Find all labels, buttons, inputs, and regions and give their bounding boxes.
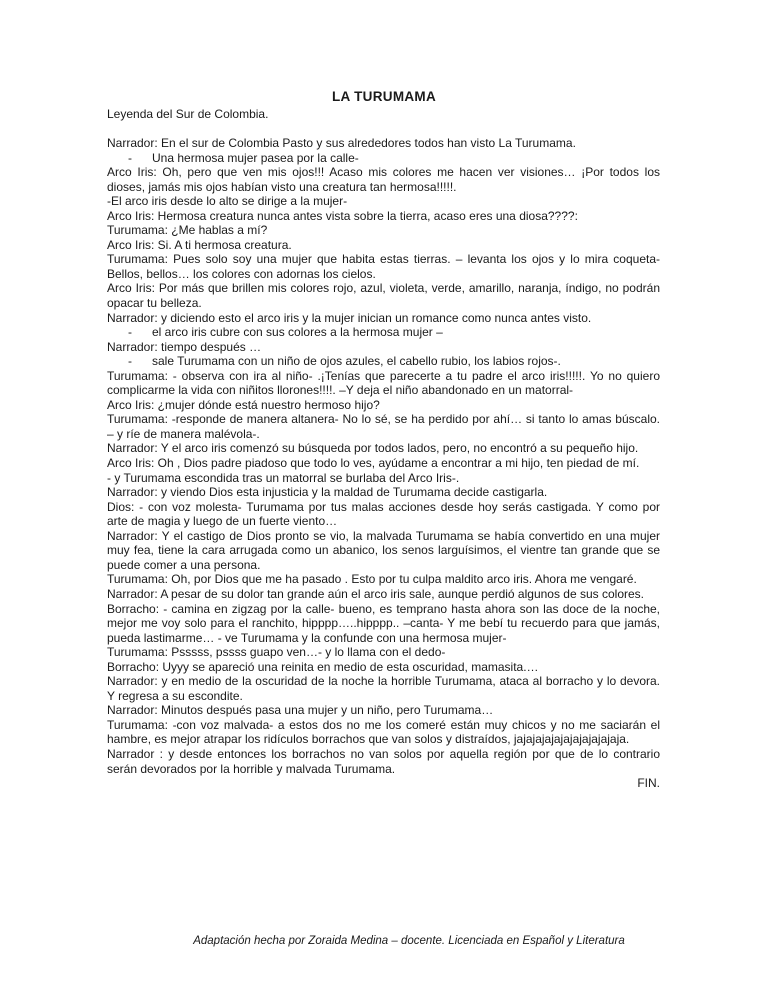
paragraph: Arco Iris: Si. A ti hermosa creatura. [107, 237, 292, 252]
end-mark: FIN. [637, 776, 660, 791]
paragraph: Arco Iris: Hermosa creatura nunca antes vista sobre la tierra, acaso eres una diosa????: [107, 208, 578, 223]
paragraph: -El arco iris desde lo alto se dirige a la mujer- [107, 194, 348, 209]
dash-bullet: - [128, 150, 132, 165]
stage-direction [107, 151, 660, 166]
stage-direction-text: el arco iris cubre con sus colores a la hermosa mujer – [152, 325, 443, 340]
stage-direction [107, 325, 660, 340]
paragraph: Arco Iris: Oh, pero que ven mis ojos!!! Acaso mis colores me hacen ver visiones… ¡Por todos los dioses, jamás mis ojos habían visto una creatura tan hermosa!!!!!. [107, 165, 660, 194]
stage-direction-text: sale Turumama con un niño de ojos azules, el cabello rubio, los labios rojos-. [152, 354, 561, 369]
paragraph: Narrador: Minutos después pasa una mujer y un niño, pero Turumama… [107, 703, 494, 718]
paragraph: Narrador: y viendo Dios esta injusticia y la maldad de Turumama decide castigarla. [107, 485, 548, 500]
paragraph: Narrador: A pesar de su dolor tan grande aún el arco iris sale, aunque perdió algunos de sus colores. [107, 586, 644, 601]
paragraph: - y Turumama escondida tras un matorral se burlaba del Arco Iris-. [107, 470, 460, 485]
dash-bullet: - [128, 325, 132, 340]
paragraph: Narrador: Y el castigo de Dios pronto se vio, la malvada Turumama se había convertido en una mujer muy fea, tiene la cara arrugada como un abanico, los senos larguísimos, el vientre tan grande que se puede comer a una persona. [107, 528, 660, 572]
stage-direction-text: Una hermosa mujer pasea por la calle- [152, 150, 359, 165]
paragraph: Arco Iris: Oh , Dios padre piadoso que todo lo ves, ayúdame a encontrar a mi hijo, ten piedad de mí. [107, 456, 640, 471]
paragraph: Turumama: -responde de manera altanera- No lo sé, se ha perdido por ahí… si tanto lo amas búscalo. – y ríe de manera malévola-. [107, 412, 660, 441]
paragraph: Narrador: tiempo después … [107, 339, 262, 354]
paragraph: Arco Iris: Por más que brillen mis colores rojo, azul, violeta, verde, amarillo, naranja, índigo, no podrán opacar tu belleza. [107, 281, 660, 311]
paragraph: Narrador: Y el arco iris comenzó su búsqueda por todos lados, pero, no encontró a su pequeño hijo. [107, 441, 639, 456]
paragraph: Arco Iris: ¿mujer dónde está nuestro hermoso hijo? [107, 397, 380, 412]
paragraph: Turumama: Psssss, pssss guapo ven…- y lo llama con el dedo- [107, 645, 446, 660]
paragraph: Turumama: ¿Me hablas a mí? [107, 223, 268, 238]
paragraph: Dios: - con voz molesta- Turumama por tus malas acciones desde hoy serás castigada. Y como por arte de magia y luego de un fuerte viento… [107, 499, 660, 529]
paragraph: Narrador : y desde entonces los borrachos no van solos por aquella región por que de lo contrario serán devorados por la horrible y malvada Turumama. [107, 746, 660, 776]
paragraph: Narrador: y diciendo esto el arco iris y la mujer inician un romance como nunca antes visto. [107, 310, 592, 325]
paragraph: Turumama: Pues solo soy una mujer que habita estas tierras. – levanta los ojos y lo mira coqueta- Bellos, bellos… los colores con adornas los cielos. [107, 252, 660, 281]
document-subtitle: Leyenda del Sur de Colombia. [107, 107, 269, 121]
paragraph: Turumama: -con voz malvada- a estos dos no me los comeré están muy chicos y no me saciarán el hambre, es mejor atrapar los ridículos borrachos que van solos y distraídos, jajajajajajajajajajajaja. [107, 717, 660, 747]
paragraph: Turumama: Oh, por Dios que me ha pasado . Esto por tu culpa maldito arco iris. Ahora me vengaré. [107, 572, 637, 587]
document-body [107, 136, 660, 791]
paragraph: Borracho: - camina en zigzag por la calle- bueno, es temprano hasta ahora son las doce de la noche, mejor me voy solo para el ranchito, hipppp…..hipppp.. –canta- Y me bebí tu recuerdo para que jamás, pueda lastimarme… - ve Turumama y la confunde con una hermosa mujer- [107, 601, 660, 645]
document-title: LA TURUMAMA [331, 89, 437, 104]
paragraph: Narrador: y en medio de la oscuridad de la noche la horrible Turumama, ataca al borracho y lo devora. Y regresa a su escondite. [107, 674, 660, 703]
stage-direction [107, 354, 660, 369]
dash-bullet: - [128, 354, 132, 369]
document-footer: Adaptación hecha por Zoraida Medina – docente. Licenciada en Español y Literatura [193, 935, 625, 947]
paragraph: Borracho: Uyyy se apareció una reinita en medio de esta oscuridad, mamasita.… [107, 659, 539, 674]
paragraph: Turumama: - observa con ira al niño- .¡Tenías que parecerte a tu padre el arco iris!!!!!. Yo no quiero complicarme la vida con niñitos llorones!!!!. –Y deja el niño abandonado en un matorral- [107, 368, 660, 398]
paragraph: Narrador: En el sur de Colombia Pasto y sus alrededores todos han visto La Turumama. [107, 136, 576, 150]
